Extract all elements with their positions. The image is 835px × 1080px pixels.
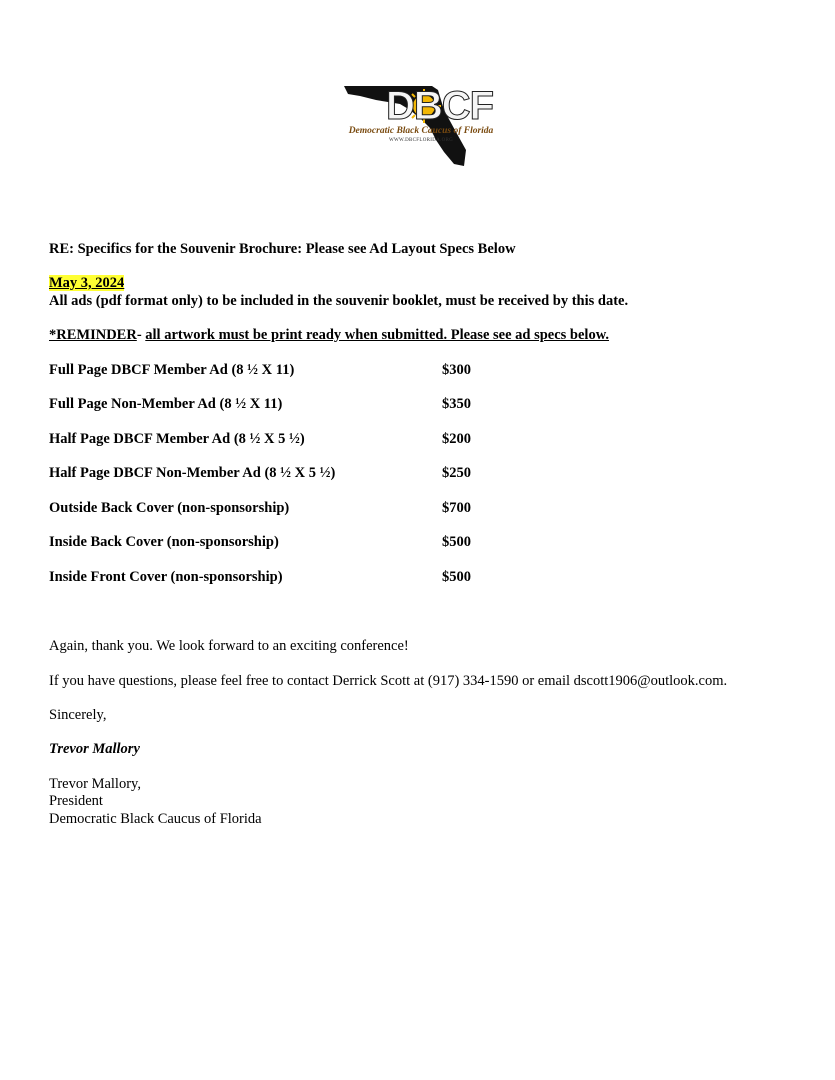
- deadline-text: All ads (pdf format only) to be included in the souvenir booklet, must be received by this date.: [49, 293, 629, 309]
- dbcf-logo: [340, 80, 500, 170]
- deadline-date-text: May 3, 2024: [49, 275, 125, 291]
- logo-url: WWW.DBCFLORIDA.ORG: [388, 138, 454, 143]
- ad-item-price: $500: [442, 534, 471, 550]
- ad-item-price: $300: [442, 362, 471, 378]
- ad-item-name: Half Page DBCF Non-Member Ad (8 ½ X 5 ½): [49, 465, 336, 481]
- ad-item-name: Full Page Non-Member Ad (8 ½ X 11): [49, 396, 283, 412]
- closing: Sincerely,: [49, 707, 107, 723]
- reminder-dash: -: [136, 327, 146, 343]
- contact-paragraph: If you have questions, please feel free to contact Derrick Scott at (917) 334-1590 or email dscott1906@outlook.com.: [49, 673, 728, 689]
- re-line: RE: Specifics for the Souvenir Brochure: Please see Ad Layout Specs Below: [49, 241, 516, 257]
- ad-item-price: $200: [442, 431, 471, 447]
- reminder-label: *REMINDER: [49, 327, 137, 343]
- signer-org: Democratic Black Caucus of Florida: [49, 811, 262, 827]
- ad-item-price: $350: [442, 396, 471, 412]
- reminder-line: [49, 326, 609, 344]
- signature: Trevor Mallory: [49, 741, 140, 757]
- thanks-paragraph: Again, thank you. We look forward to an exciting conference!: [49, 638, 409, 654]
- logo-wordmark: DBCF: [386, 84, 494, 128]
- signer-title: President: [49, 793, 103, 809]
- ad-item-name: Full Page DBCF Member Ad (8 ½ X 11): [49, 362, 295, 378]
- ad-item-name: Half Page DBCF Member Ad (8 ½ X 5 ½): [49, 431, 305, 447]
- ad-item-name: Inside Front Cover (non-sponsorship): [49, 569, 283, 585]
- deadline-date: [49, 274, 124, 292]
- logo-subtitle: Democratic Black Caucus of Florida: [348, 126, 494, 136]
- ad-item-price: $500: [442, 569, 471, 585]
- reminder-text: all artwork must be print ready when submitted. Please see ad specs below.: [145, 327, 610, 343]
- signer-name: Trevor Mallory,: [49, 776, 141, 792]
- ad-item-name: Inside Back Cover (non-sponsorship): [49, 534, 279, 550]
- ad-item-price: $700: [442, 500, 471, 516]
- ad-item-price: $250: [442, 465, 471, 481]
- ad-item-name: Outside Back Cover (non-sponsorship): [49, 500, 290, 516]
